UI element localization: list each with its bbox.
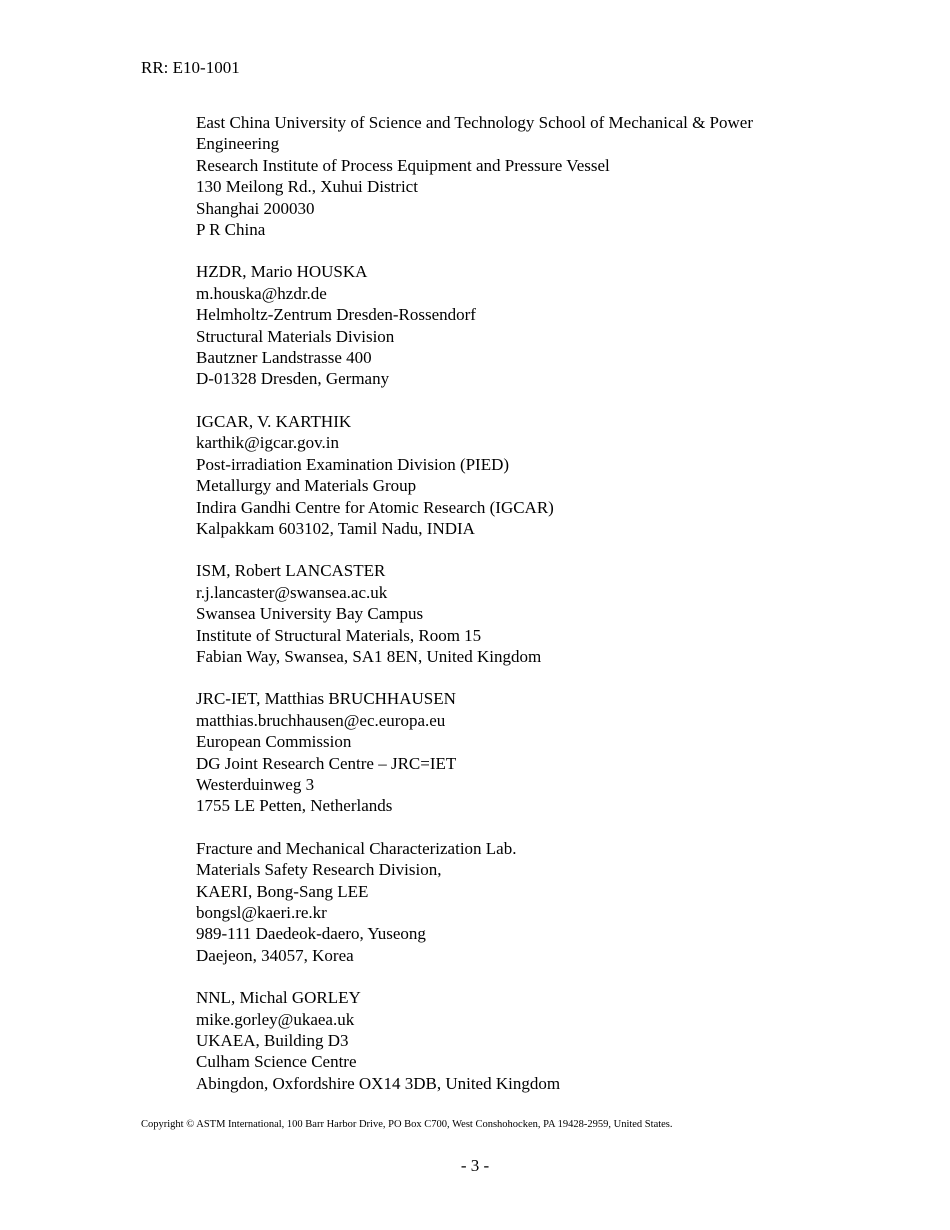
contact-line: Westerduinweg 3 [196,774,315,794]
contact-block-jrc-iet [196,688,836,816]
contact-line: Culham Science Centre [196,1052,357,1072]
contact-line: Abingdon, Oxfordshire OX14 3DB, United Kingdom [196,1073,561,1093]
contact-block-nnl [196,987,836,1094]
contact-block-igcar [196,411,836,539]
contact-line: Research Institute of Process Equipment and Pressure Vessel [196,155,610,175]
contact-line: European Commission [196,732,352,752]
contact-line: Structural Materials Division [196,326,395,346]
contact-line: P R China [196,220,266,240]
contact-line: Fracture and Mechanical Characterization Lab. [196,838,517,858]
contact-line: Metallurgy and Materials Group [196,476,417,496]
contact-line: D-01328 Dresden, Germany [196,369,390,389]
contact-line: 1755 LE Petten, Netherlands [196,796,393,816]
contact-line: UKAEA, Building D3 [196,1031,349,1051]
contact-email: matthias.bruchhausen@ec.europa.eu [196,710,446,730]
contact-line: Indira Gandhi Centre for Atomic Research (IGCAR) [196,497,554,517]
contact-name: ISM, Robert LANCASTER [196,561,386,581]
contact-line: DG Joint Research Centre – JRC=IET [196,753,457,773]
contact-name: IGCAR, V. KARTHIK [196,411,352,431]
contact-name: NNL, Michal GORLEY [196,988,361,1008]
contact-block-hzdr [196,261,836,389]
contact-line: Post-irradiation Examination Division (PIED) [196,454,510,474]
page-number: - 3 - [460,1156,490,1175]
contact-block-ecust [196,112,836,240]
contact-line: Institute of Structural Materials, Room 15 [196,625,482,645]
contact-line: Fabian Way, Swansea, SA1 8EN, United Kingdom [196,646,542,666]
contact-list [196,112,836,1115]
contact-email: mike.gorley@ukaea.uk [196,1009,355,1029]
contact-line: 130 Meilong Rd., Xuhui District [196,177,418,197]
contact-email: r.j.lancaster@swansea.ac.uk [196,582,388,602]
contact-block-kaeri [196,838,836,966]
contact-line: Kalpakkam 603102, Tamil Nadu, INDIA [196,518,475,538]
contact-email: m.houska@hzdr.de [196,283,327,303]
contact-block-ism [196,560,836,667]
report-number-header: RR: E10-1001 [141,58,240,77]
contact-line: Swansea University Bay Campus [196,604,424,624]
contact-line: Daejeon, 34057, Korea [196,945,354,965]
contact-line: Shanghai 200030 [196,198,315,218]
contact-email: karthik@igcar.gov.in [196,433,339,453]
contact-name: HZDR, Mario HOUSKA [196,262,368,282]
contact-line: Engineering [196,134,280,154]
contact-name: JRC-IET, Matthias BRUCHHAUSEN [196,689,456,709]
contact-name: KAERI, Bong-Sang LEE [196,881,369,901]
contact-line: Helmholtz-Zentrum Dresden-Rossendorf [196,305,476,325]
copyright-notice: Copyright © ASTM International, 100 Barr Harbor Drive, PO Box C700, West Conshohocken, PA 19428-2959, United States. [141,1119,673,1130]
contact-line: 989-111 Daedeok-daero, Yuseong [196,924,426,944]
contact-email: bongsl@kaeri.re.kr [196,903,327,922]
contact-line: East China University of Science and Technology School of Mechanical & Power [196,113,753,132]
contact-line: Bautzner Landstrasse 400 [196,348,372,368]
contact-line: Materials Safety Research Division, [196,860,442,880]
